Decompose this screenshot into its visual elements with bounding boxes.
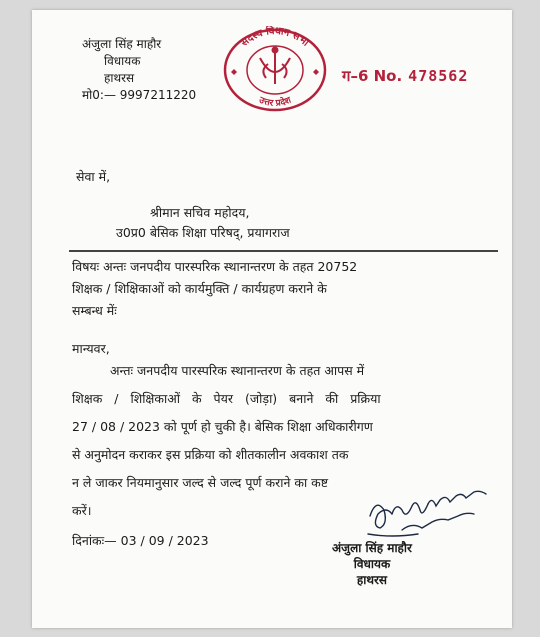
body-line-5: न ले जाकर नियमानुसार जल्द से जल्द पूर्ण कराने का कष्ट (72, 475, 329, 490)
body-line-3: 27 / 08 / 2023 को पूर्ण हो चुकी है। बेसिक शिक्षा अधिकारीगण (72, 419, 373, 434)
sender-mobile: मो0:— 9997211220 (82, 88, 197, 102)
sender-place: हाथरस (104, 71, 135, 85)
subject-line-2: शिक्षक / शिक्षिकाओं को कार्यमुक्ति / कार्यग्रहण कराने के (72, 281, 327, 296)
recipient-line-2: उ0प्र0 बेसिक शिक्षा परिषद्, प्रयागराज (116, 225, 290, 240)
body-line-2: शिक्षक / शिक्षिकाओं के पेयर (जोड़ा) बनाने की प्रक्रिया (72, 391, 381, 406)
sender-designation: विधायक (104, 54, 141, 68)
subject-top-rule (69, 250, 498, 252)
legislature-emblem-seal (222, 26, 328, 112)
serial-prefix: ग–6 No. (342, 67, 403, 85)
body-line-4: से अनुमोदन कराकर इस प्रक्रिया को शीतकालीन अवकाश तक (72, 447, 349, 462)
emblem-motif-icon (260, 48, 290, 85)
letter-date: दिनांकः— 03 / 09 / 2023 (72, 533, 209, 548)
serial-digits: 478562 (408, 67, 469, 85)
serial-number (342, 66, 468, 86)
sender-name: अंजुला सिंह माहौर (82, 37, 162, 51)
emblem-bottom-text: उत्तर प्रदेश (257, 95, 293, 109)
subject-line-1: विषयः अन्तः जनपदीय पारस्परिक स्थानान्तरण के तहत 20752 (72, 259, 358, 274)
svg-text:उत्तर प्रदेश (256, 95, 293, 109)
handwritten-signature (362, 476, 502, 546)
emblem-top-text: सदस्य विधान सभा (239, 26, 311, 49)
body-line-1: अन्तः जनपदीय पारस्परिक स्थानान्तरण के तहत आपस में (110, 363, 365, 378)
sender-block (82, 36, 196, 104)
salutation: सेवा में, (76, 169, 111, 184)
recipient-line-1: श्रीमान सचिव महोदय, (150, 205, 250, 220)
letter-sheet (32, 10, 512, 628)
signer-place: हाथरस (356, 573, 388, 587)
subject-line-3: सम्बन्ध मेंः (72, 303, 117, 318)
signer-block (332, 540, 412, 588)
body-line-6: करें। (72, 503, 92, 518)
signer-name: अंजुला सिंह माहौर (332, 541, 412, 555)
greeting: मान्यवर, (72, 341, 110, 356)
signer-designation: विधायक (353, 557, 391, 571)
